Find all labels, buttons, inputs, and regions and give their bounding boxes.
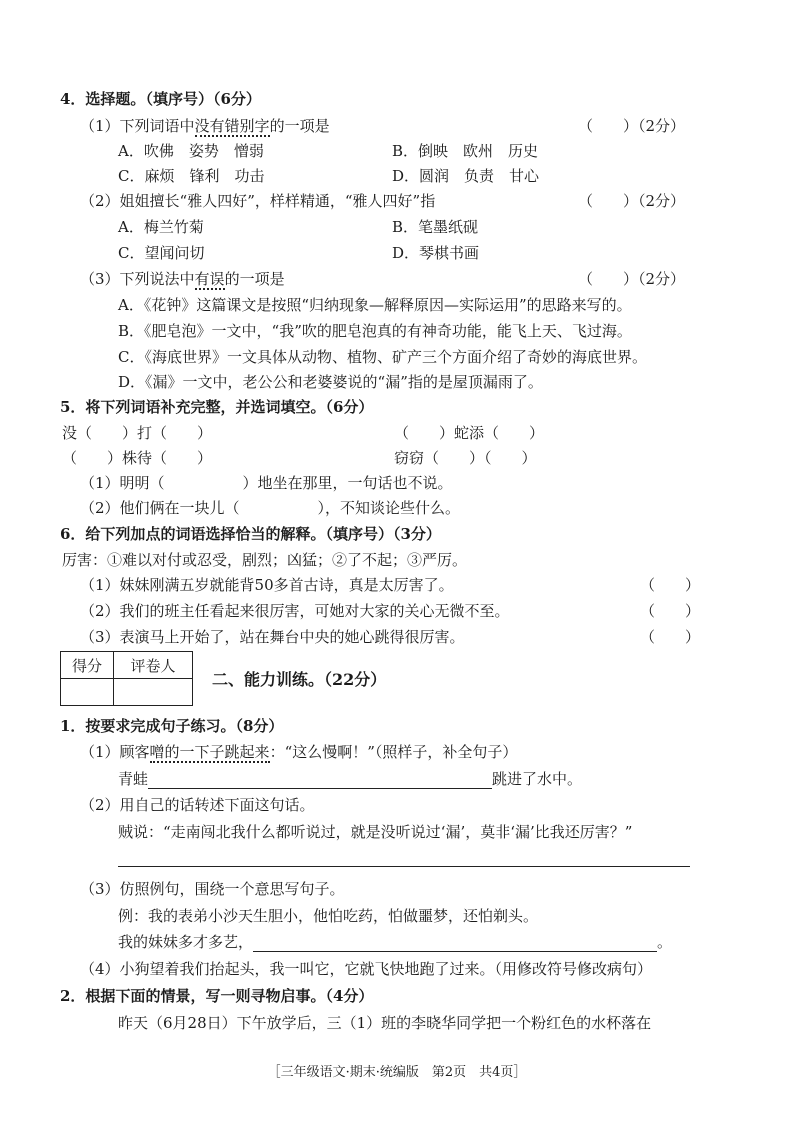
q5-idiom-2[interactable]: （ ）蛇添（ ）	[394, 424, 545, 442]
q4-1-answer-blank[interactable]: （ ）（2分）	[578, 117, 686, 135]
q6-sentence-2: （2）我们的班主任看起来很厉害，可她对大家的关心无微不至。	[80, 602, 510, 620]
section-2-title: 二、能力训练。（22分）	[212, 670, 387, 689]
grader-label: 评卷人	[114, 652, 193, 679]
q6-title: 6．给下列加点的词语选择恰当的解释。（填序号）（3分）	[60, 525, 441, 543]
q4-3-option-b: B．《肥皂泡》一文中，“我”吹的肥皂泡真的有神奇功能，能飞上天、飞过海。	[118, 322, 632, 340]
q5-idiom-3[interactable]: （ ）株待（ ）	[62, 449, 213, 467]
q4-2-option-c: C．望闻问切	[118, 244, 205, 262]
q5-sentence-1: （1）明明（ ）地坐在那里，一句话也不说。	[80, 474, 453, 492]
q4-2-option-a: A．梅兰竹菊	[118, 218, 204, 236]
score-box	[60, 651, 193, 706]
q4-1-option-d: D．圆润 负责 甘心	[392, 167, 540, 185]
q4-3-answer-blank[interactable]: （ ）（2分）	[578, 270, 686, 288]
q6-def-text: ①难以对付或忍受，剧烈；凶猛；②了不起；③严厉。	[107, 553, 468, 569]
p1-1-stem: （1）顾客噌的一下子跳起来：“这么慢啊！”（照样子，补全句子）	[80, 743, 518, 761]
p1-1-answer-line: 青蛙 跳进了水中。	[118, 770, 583, 788]
q4-2-stem: （2）姐姐擅长“雅人四好”，样样精通，“雅人四好”指	[80, 192, 436, 210]
q6-answer-1[interactable]: （ ）	[640, 576, 701, 594]
p1-title: 1．按要求完成句子练习。（8分）	[60, 717, 284, 735]
q6-answer-3[interactable]: （ ）	[640, 628, 701, 646]
q4-3-stem: （3）下列说法中有误的一项是	[80, 270, 285, 288]
q4-2-option-b: B．笔墨纸砚	[392, 218, 479, 236]
q5-idiom-4[interactable]: 窃窃（ ）（ ）	[394, 449, 537, 467]
q4-title: 4．选择题。（填序号）（6分）	[60, 90, 261, 108]
q5-idiom-1[interactable]: 没（ ）打（ ）	[62, 424, 213, 442]
p1-3-example: 例：我的表弟小沙天生胆小，他怕吃药，怕做噩梦，还怕剃头。	[118, 907, 539, 925]
q4-1-stem: （1）下列词语中没有错别字的一项是	[80, 117, 330, 135]
page-footer: ［三年级语文·期末·统编版 第2页 共4页］	[267, 1065, 527, 1080]
score-label: 得分	[61, 652, 114, 679]
q4-1-option-c: C．麻烦 锋利 功击	[118, 167, 265, 185]
q6-def-label: 厉害：	[62, 551, 108, 569]
q4-3-option-a: A．《花钟》这篇课文是按照“归纳现象—解释原因—实际运用”的思路来写的。	[118, 296, 632, 314]
q4-3-option-c: C．《海底世界》一文具体从动物、植物、矿产三个方面介绍了奇妙的海底世界。	[118, 348, 647, 366]
q6-answer-2[interactable]: （ ）	[640, 602, 701, 620]
q4-2-option-d: D．琴棋书画	[392, 244, 480, 262]
p1-2-quote: 贼说：“走南闯北我什么都听说过，就是没听说过‘漏’，莫非‘漏’比我还厉害？”	[118, 823, 633, 841]
p1-3-answer-line: 我的妹妹多才多艺， 。	[118, 933, 673, 951]
q4-2-answer-blank[interactable]: （ ）（2分）	[578, 192, 686, 210]
p2-title: 2．根据下面的情景，写一则寻物启事。（4分）	[60, 987, 374, 1005]
q4-1-option-b: B．倒映 欧州 历史	[392, 142, 539, 160]
q5-title: 5．将下列词语补充完整，并选词填空。（6分）	[60, 398, 374, 416]
p1-3-answer-blank[interactable]	[253, 935, 657, 952]
grader-cell[interactable]	[114, 679, 193, 706]
q4-1-option-a: A．吹佛 姿势 憎弱	[118, 142, 264, 160]
p1-1-answer-blank[interactable]	[148, 772, 492, 789]
q5-sentence-2: （2）他们俩在一块儿（ ），不知谈论些什么。	[80, 499, 461, 517]
score-cell[interactable]	[61, 679, 114, 706]
p1-2-stem: （2）用自己的话转述下面这句话。	[80, 796, 315, 814]
q6-sentence-1: （1）妹妹刚满五岁就能背50多首古诗，真是太厉害了。	[80, 576, 454, 594]
q6-sentence-3: （3）表演马上开始了，站在舞台中央的她心跳得很厉害。	[80, 628, 465, 646]
q4-3-option-d: D．《漏》一文中，老公公和老婆婆说的“漏”指的是屋顶漏雨了。	[118, 373, 543, 391]
q6-definitions	[62, 550, 467, 571]
p1-3-stem: （3）仿照例句，围绕一个意思写句子。	[80, 880, 345, 898]
p2-text: 昨天（6月28日）下午放学后，三（1）班的李晓华同学把一个粉红色的水杯落在	[118, 1014, 652, 1032]
p1-2-answer-line[interactable]	[118, 866, 690, 867]
p1-4-stem: （4）小狗望着我们抬起头，我一叫它，它就飞快地跑了过来。（用修改符号修改病句）	[80, 960, 653, 978]
